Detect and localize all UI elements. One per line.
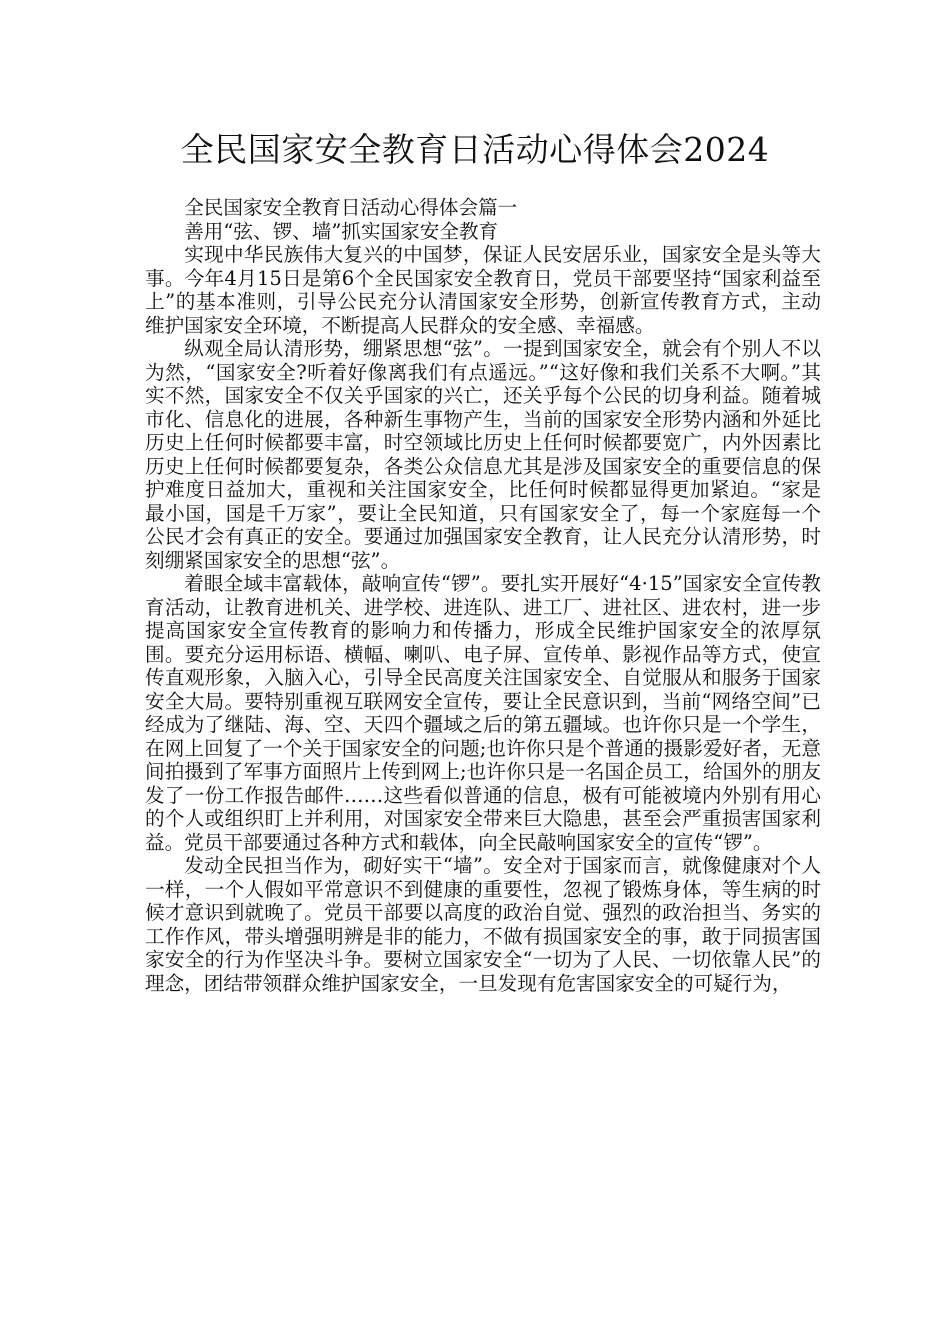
paragraph-intro: 实现中华民族伟大复兴的中国梦，保证人民安居乐业，国家安全是头等大事。今年4月15日是第6个全民国家安全教育日，党员干部要坚持“国家利益至上”的基本准则，引导公民充分认清国家安全形势，创新宣传教育方式，主动维护国家安全环境，不断提高人民群众的安全感、幸福感。 <box>145 243 821 337</box>
paragraph-string: 纵观全局认清形势，绷紧思想“弦”。一提到国家安全，就会有个别人不以为然，“国家安全?听着好像离我们有点遥远。”“这好像和我们关系不大啊。”其实不然，国家安全不仅关乎国家的兴亡，还关乎每个公民的切身利益。随着城市化、信息化的进展，各种新生事物产生，当前的国家安全形势内涵和外延比历史上任何时候都要丰富，时空领域比历史上任何时候都要宽广，内外因素比历史上任何时候都要复杂，各类公众信息尤其是涉及国家安全的重要信息的保护难度日益加大，重视和关注国家安全，比任何时候都显得更加紧迫。“家是最小国，国是千万家”，要让全民知道，只有国家安全了，每一个家庭每一个公民才会有真正的安全。要通过加强国家安全教育，让人民充分认清形势，时刻绷紧国家安全的思想“弦”。 <box>145 337 821 572</box>
section-heading: 全民国家安全教育日活动心得体会篇一 <box>184 196 518 219</box>
paragraph-wall: 发动全民担当作为，砌好实干“墙”。安全对于国家而言，就像健康对个人一样，一个人假如平常意识不到健康的重要性，忽视了锻炼身体，等生病的时候才意识到就晚了。党员干部要以高度的政治自觉、强烈的政治担当、务实的工作作风，带头增强明辨是非的能力，不做有损国家安全的事，敢于同损害国家安全的行为作坚决斗争。要树立国家安全“一切为了人民、一切依靠人民”的理念，团结带领群众维护国家安全，一旦发现有危害国家安全的可疑行为， <box>145 854 821 995</box>
document-title: 全民国家安全教育日活动心得体会2024 <box>180 130 770 169</box>
paragraph-gong: 着眼全域丰富载体，敲响宣传“锣”。要扎实开展好“4·15”国家安全宣传教育活动，让教育进机关、进学校、进连队、进工厂、进社区、进农村，进一步提高国家安全宣传教育的影响力和传播力，形成全民维护国家安全的浓厚氛围。要充分运用标语、横幅、喇叭、电子屏、宣传单、影视作品等方式，使宣传直观形象，入脑入心，引导全民高度关注国家安全、自觉服从和服务于国家安全大局。要特别重视互联网安全宣传，要让全民意识到，当前“网络空间”已经成为了继陆、海、空、天四个疆域之后的第五疆域。也许你只是一个学生，在网上回复了一个关于国家安全的问题;也许你只是个普通的摄影爱好者，无意间拍摄到了军事方面照片上传到网上;也许你只是一名国企员工，给国外的朋友发了一份工作报告邮件……这些看似普通的信息，极有可能被境内外别有用心的个人或组织盯上并利用，对国家安全带来巨大隐患，甚至会严重损害国家利益。党员干部要通过各种方式和载体，向全民敲响国家安全的宣传“锣”。 <box>145 572 821 854</box>
document-body <box>145 196 821 995</box>
article-heading: 善用“弦、锣、墙”抓实国家安全教育 <box>184 219 499 243</box>
